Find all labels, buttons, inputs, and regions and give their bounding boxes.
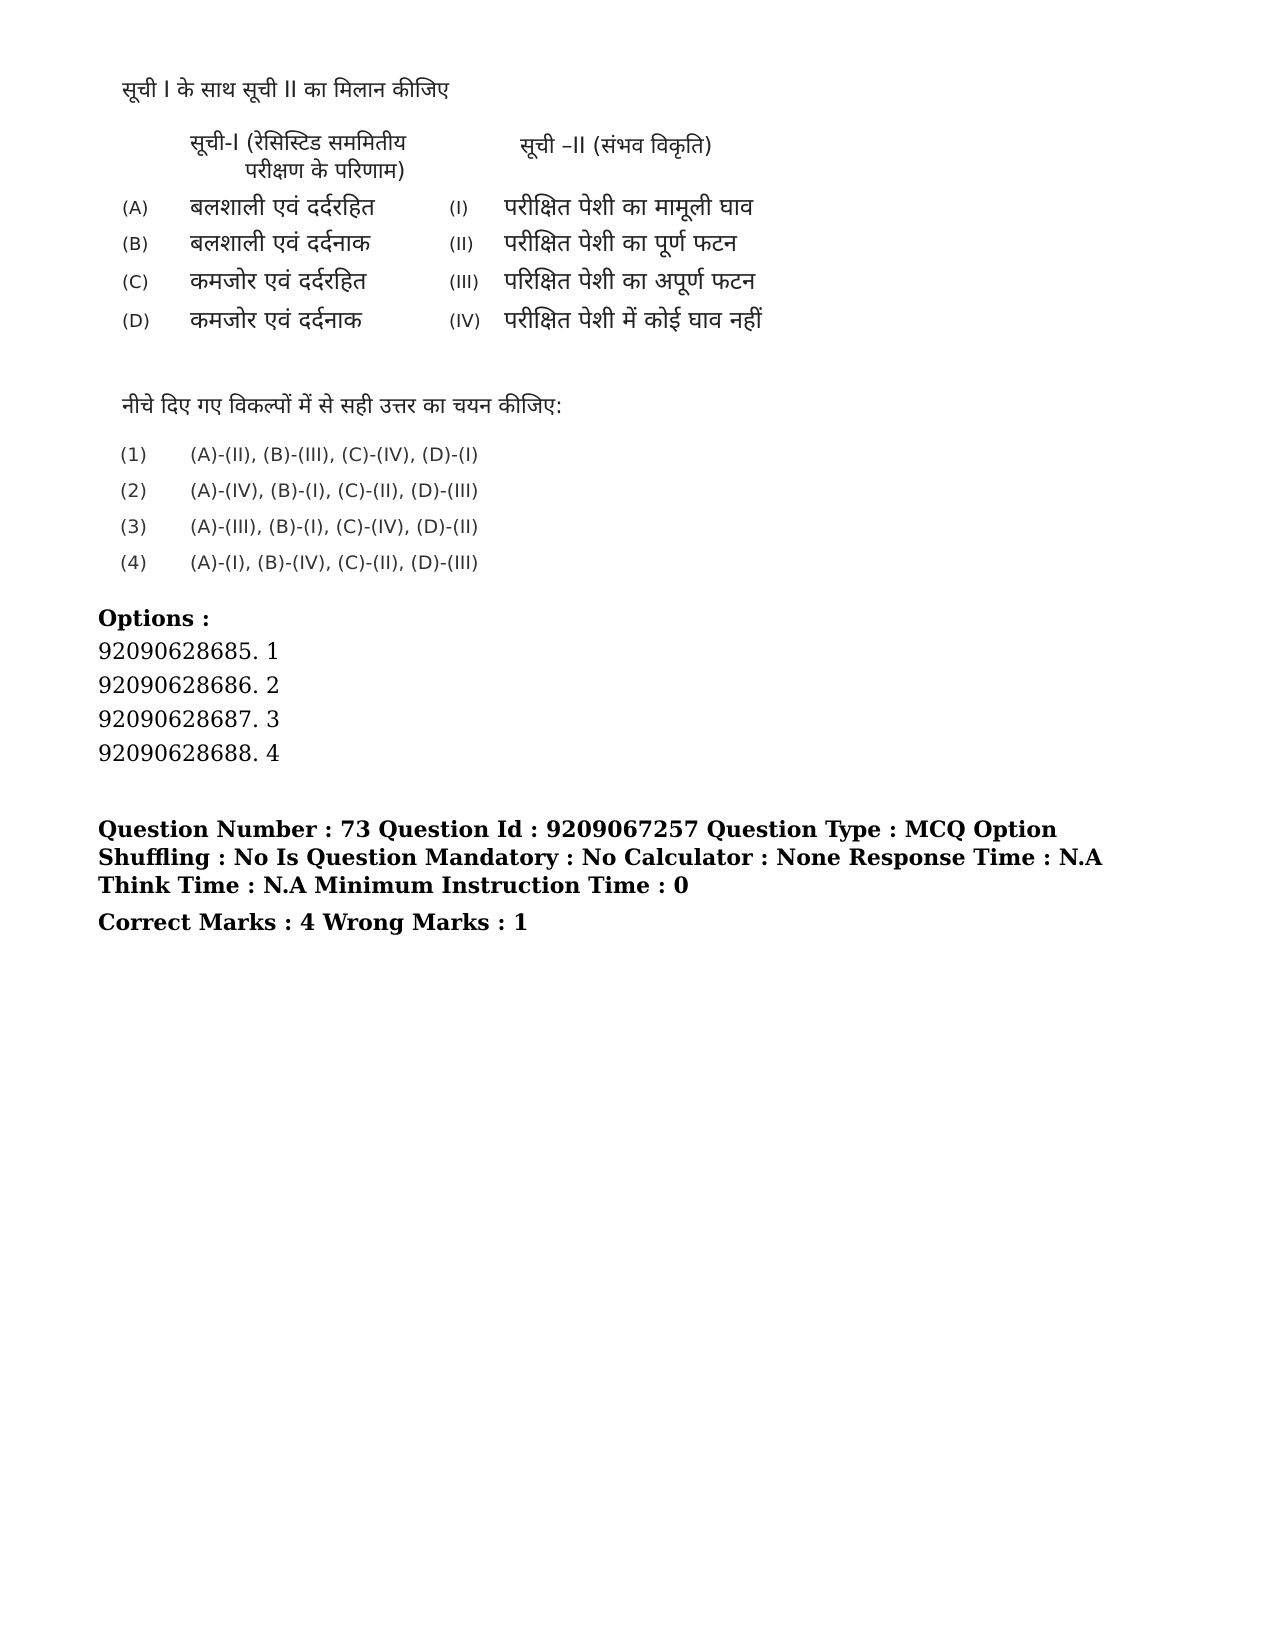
question-image [112,60,802,590]
row-label: (C) [122,272,149,293]
choice-number: (3) [120,516,147,538]
row-roman: (III) [449,272,479,293]
option-item: 92090628687. 3 [98,708,280,733]
list-1-item: कमजोर एवं दर्दरहित [190,267,367,295]
list-1-item: कमजोर एवं दर्दनाक [190,306,362,334]
choice-number: (2) [120,480,147,502]
choice-text: (A)-(IV), (B)-(I), (C)-(II), (D)-(III) [190,480,479,502]
choice-text: (A)-(I), (B)-(IV), (C)-(II), (D)-(III) [190,552,479,574]
question-instruction: नीचे दिए गए विकल्पों में से सही उत्तर का चयन कीजिए: [122,394,563,419]
row-label: (B) [122,234,149,255]
row-roman: (II) [449,234,474,255]
option-item: 92090628685. 1 [98,640,280,665]
match-row [122,264,802,300]
list-1-heading [190,130,480,186]
list-2-item: परीक्षित पेशी का मामूली घाव [504,193,754,221]
choice-text: (A)-(III), (B)-(I), (C)-(IV), (D)-(II) [190,516,479,538]
options-heading: Options : [98,606,210,632]
question-metadata: Question Number : 73 Question Id : 9209067257 Question Type : MCQ Option Shuffling : No Is Question Mandatory : No Calculator : None Response Time : N.A Think Time : N.A Minimum Instruction Time : 0 [98,817,1103,899]
match-row [122,190,802,226]
choice-number: (4) [120,552,147,574]
question-intro: सूची I के साथ सूची II का मिलान कीजिए [122,78,450,103]
list-1-item: बलशाली एवं दर्दरहित [190,193,375,221]
list-1-item: बलशाली एवं दर्दनाक [190,229,371,257]
list-1-heading-line-1: सूची-I (रेसिस्टिड सममितीय [190,131,407,156]
choice-number: (1) [120,444,147,466]
list-2-item: परीक्षित पेशी का पूर्ण फटन [504,229,738,257]
list-2-heading: सूची –II (संभव विकृति) [520,134,713,159]
list-2-item: परिक्षित पेशी का अपूर्ण फटन [504,267,756,295]
match-row [122,226,802,262]
option-item: 92090628688. 4 [98,742,280,767]
row-label: (D) [122,311,150,332]
row-label: (A) [122,198,149,219]
match-row [122,303,802,339]
marks-info: Correct Marks : 4 Wrong Marks : 1 [98,910,529,936]
choice-text: (A)-(II), (B)-(III), (C)-(IV), (D)-(I) [190,444,479,466]
list-2-item: परीक्षित पेशी में कोई घाव नहीं [504,306,762,334]
option-item: 92090628686. 2 [98,674,280,699]
row-roman: (IV) [449,311,481,332]
list-1-heading-line-2: परीक्षण के परिणाम) [245,159,406,184]
row-roman: (I) [449,198,469,219]
